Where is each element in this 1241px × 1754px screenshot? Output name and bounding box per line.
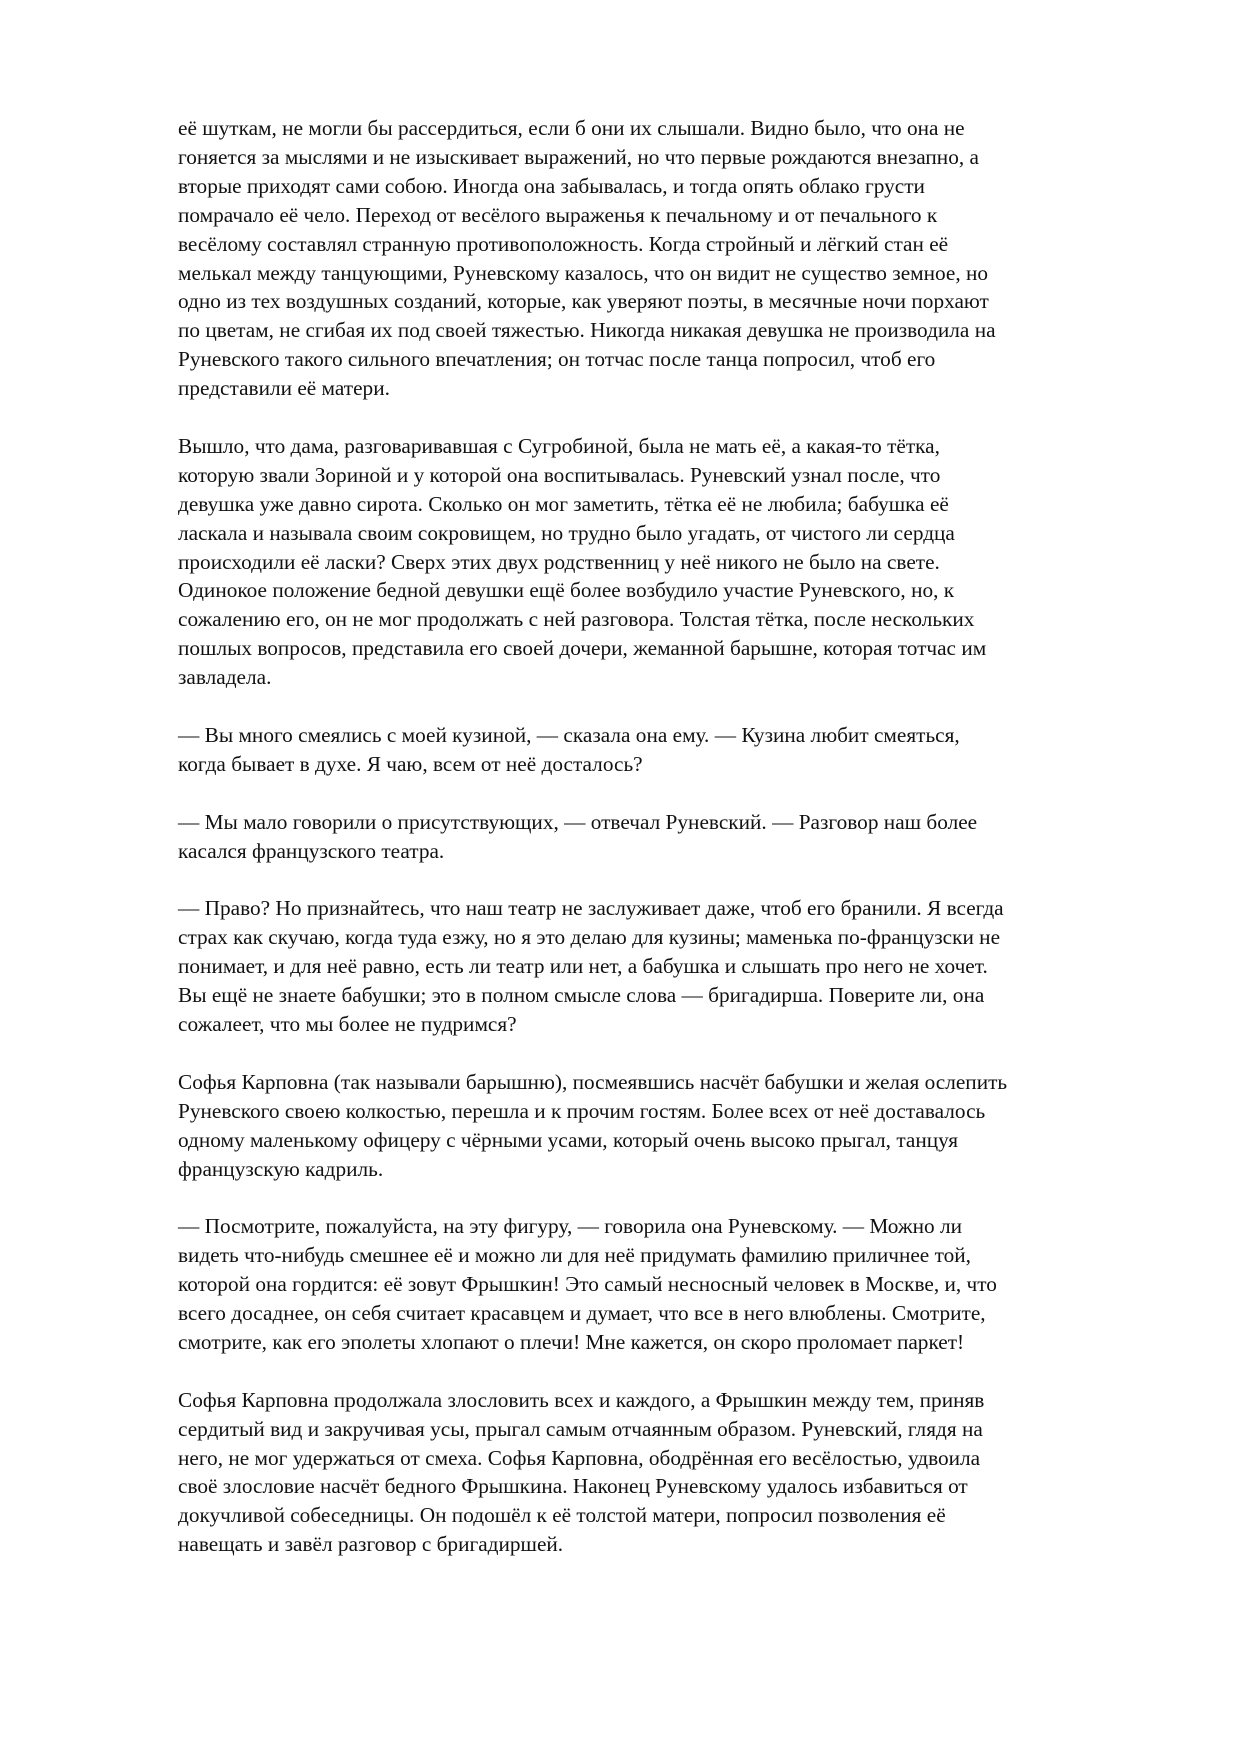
text-line: страх как скучаю, когда туда езжу, но я это делаю для кузины; маменька по-французски не (178, 925, 1001, 950)
text-line: сожалению его, он не мог продолжать с ней разговора. Толстая тётка, после нескольких (178, 607, 975, 632)
text-line: навещать и завёл разговор с бригадиршей. (178, 1532, 564, 1557)
text-line: представили её матери. (178, 376, 390, 401)
paragraph-7 (178, 1212, 1158, 1357)
text-line: Одинокое положение бедной девушки ещё более возбудило участие Руневского, но, к (178, 578, 955, 603)
text-line: которую звали Зориной и у которой она воспитывалась. Руневский узнал после, что (178, 462, 941, 487)
paragraph-8 (178, 1386, 1158, 1559)
text-line: понимает, и для неё равно, есть ли театр или нет, а бабушка и слышать про него не хочет. (178, 954, 988, 979)
text-line: ласкала и называла своим сокровищем, но трудно было угадать, от чистого ли сердца (178, 520, 955, 545)
text-line: своё злословие насчёт бедного Фрышкина. Наконец Руневскому удалось избавиться от (178, 1474, 968, 1499)
text-line: гоняется за мыслями и не изыскивает выражений, но что первые рождаются внезапно, а (178, 144, 979, 169)
text-line: её шуткам, не могли бы рассердиться, если б они их слышали. Видно было, что она не (178, 116, 965, 140)
text-line: — Вы много смеялись с моей кузиной, — сказала она ему. — Кузина любит смеяться, (178, 723, 960, 747)
document-body (178, 114, 1158, 1588)
text-line: — Посмотрите, пожалуйста, на эту фигуру, — говорила она Руневскому. — Можно ли (178, 1214, 963, 1239)
paragraph-2 (178, 432, 1158, 692)
text-line: помрачало её чело. Переход от весёлого выраженья к печальному и от печального к (178, 202, 938, 227)
paragraph-5 (178, 894, 1158, 1039)
text-line: когда бывает в духе. Я чаю, всем от неё досталось? (178, 751, 643, 776)
text-line: которой она гордится: её зовут Фрышкин! Это самый несносный человек в Москве, и, что (178, 1272, 997, 1297)
text-line: касался французского театра. (178, 838, 445, 863)
text-line: одно из тех воздушных созданий, которые, как уверяют поэты, в месячные ночи порхают (178, 289, 989, 314)
paragraph-1 (178, 114, 1158, 403)
text-line: Руневского такого сильного впечатления; он тотчас после танца попросил, чтоб его (178, 347, 936, 372)
text-line: сердитый вид и закручивая усы, прыгал самым отчаянным образом. Руневский, глядя на (178, 1416, 983, 1441)
text-line: смотрите, как его эполеты хлопают о плечи! Мне кажется, он скоро проломает паркет! (178, 1329, 965, 1354)
text-line: него, не мог удержаться от смеха. Софья Карповна, ободрённая его весёлостью, удвоила (178, 1445, 981, 1470)
text-line: одному маленькому офицеру с чёрными усами, который очень высоко прыгал, танцуя (178, 1127, 959, 1152)
text-line: весёлому составлял странную противоположность. Когда стройный и лёгкий стан её (178, 231, 949, 256)
text-line: — Право? Но признайтесь, что наш театр не заслуживает даже, чтоб его бранили. Я всегда (178, 896, 1004, 921)
text-line: Вы ещё не знаете бабушки; это в полном смысле слова — бригадирша. Поверите ли, она (178, 983, 985, 1008)
paragraph-4 (178, 808, 1158, 866)
text-line: всего досаднее, он себя считает красавцем и думает, что все в него влюблены. Смотрите, (178, 1301, 986, 1326)
text-line: происходили её ласки? Сверх этих двух родственниц у неё никого не было на свете. (178, 549, 940, 574)
text-line: Руневского своею колкостью, перешла и к прочим гостям. Более всех от неё доставалось (178, 1098, 986, 1123)
text-line: вторые приходят сами собою. Иногда она забывалась, и тогда опять облако грусти (178, 173, 925, 198)
text-line: французскую кадриль. (178, 1156, 384, 1181)
text-line: — Мы мало говорили о присутствующих, — отвечал Руневский. — Разговор наш более (178, 809, 978, 834)
text-line: Софья Карповна (так называли барышню), посмеявшись насчёт бабушки и желая ослепить (178, 1069, 1008, 1094)
text-line: девушка уже давно сирота. Сколько он мог заметить, тётка её не любила; бабушка её (178, 491, 949, 516)
text-line: пошлых вопросов, представила его своей дочери, жеманной барышне, которая тотчас им (178, 636, 987, 661)
text-line: видеть что-нибудь смешнее её и можно ли для неё придумать фамилию приличнее той, (178, 1243, 971, 1268)
text-line: Софья Карповна продолжала злословить всех и каждого, а Фрышкин между тем, приняв (178, 1387, 985, 1412)
text-line: докучливой собеседницы. Он подошёл к её толстой матери, попросил позволения её (178, 1503, 946, 1528)
text-line: по цветам, не сгибая их под своей тяжестью. Никогда никакая девушка не производила на (178, 318, 996, 343)
text-line: сожалеет, что мы более не пудримся? (178, 1012, 517, 1037)
paragraph-6 (178, 1068, 1158, 1184)
text-line: Вышло, что дама, разговаривавшая с Сугробиной, была не мать её, а какая-то тётка, (178, 433, 940, 458)
paragraph-3 (178, 721, 1158, 779)
text-line: мелькал между танцующими, Руневскому казалось, что он видит не существо земное, но (178, 260, 989, 285)
text-line: завладела. (178, 665, 272, 690)
